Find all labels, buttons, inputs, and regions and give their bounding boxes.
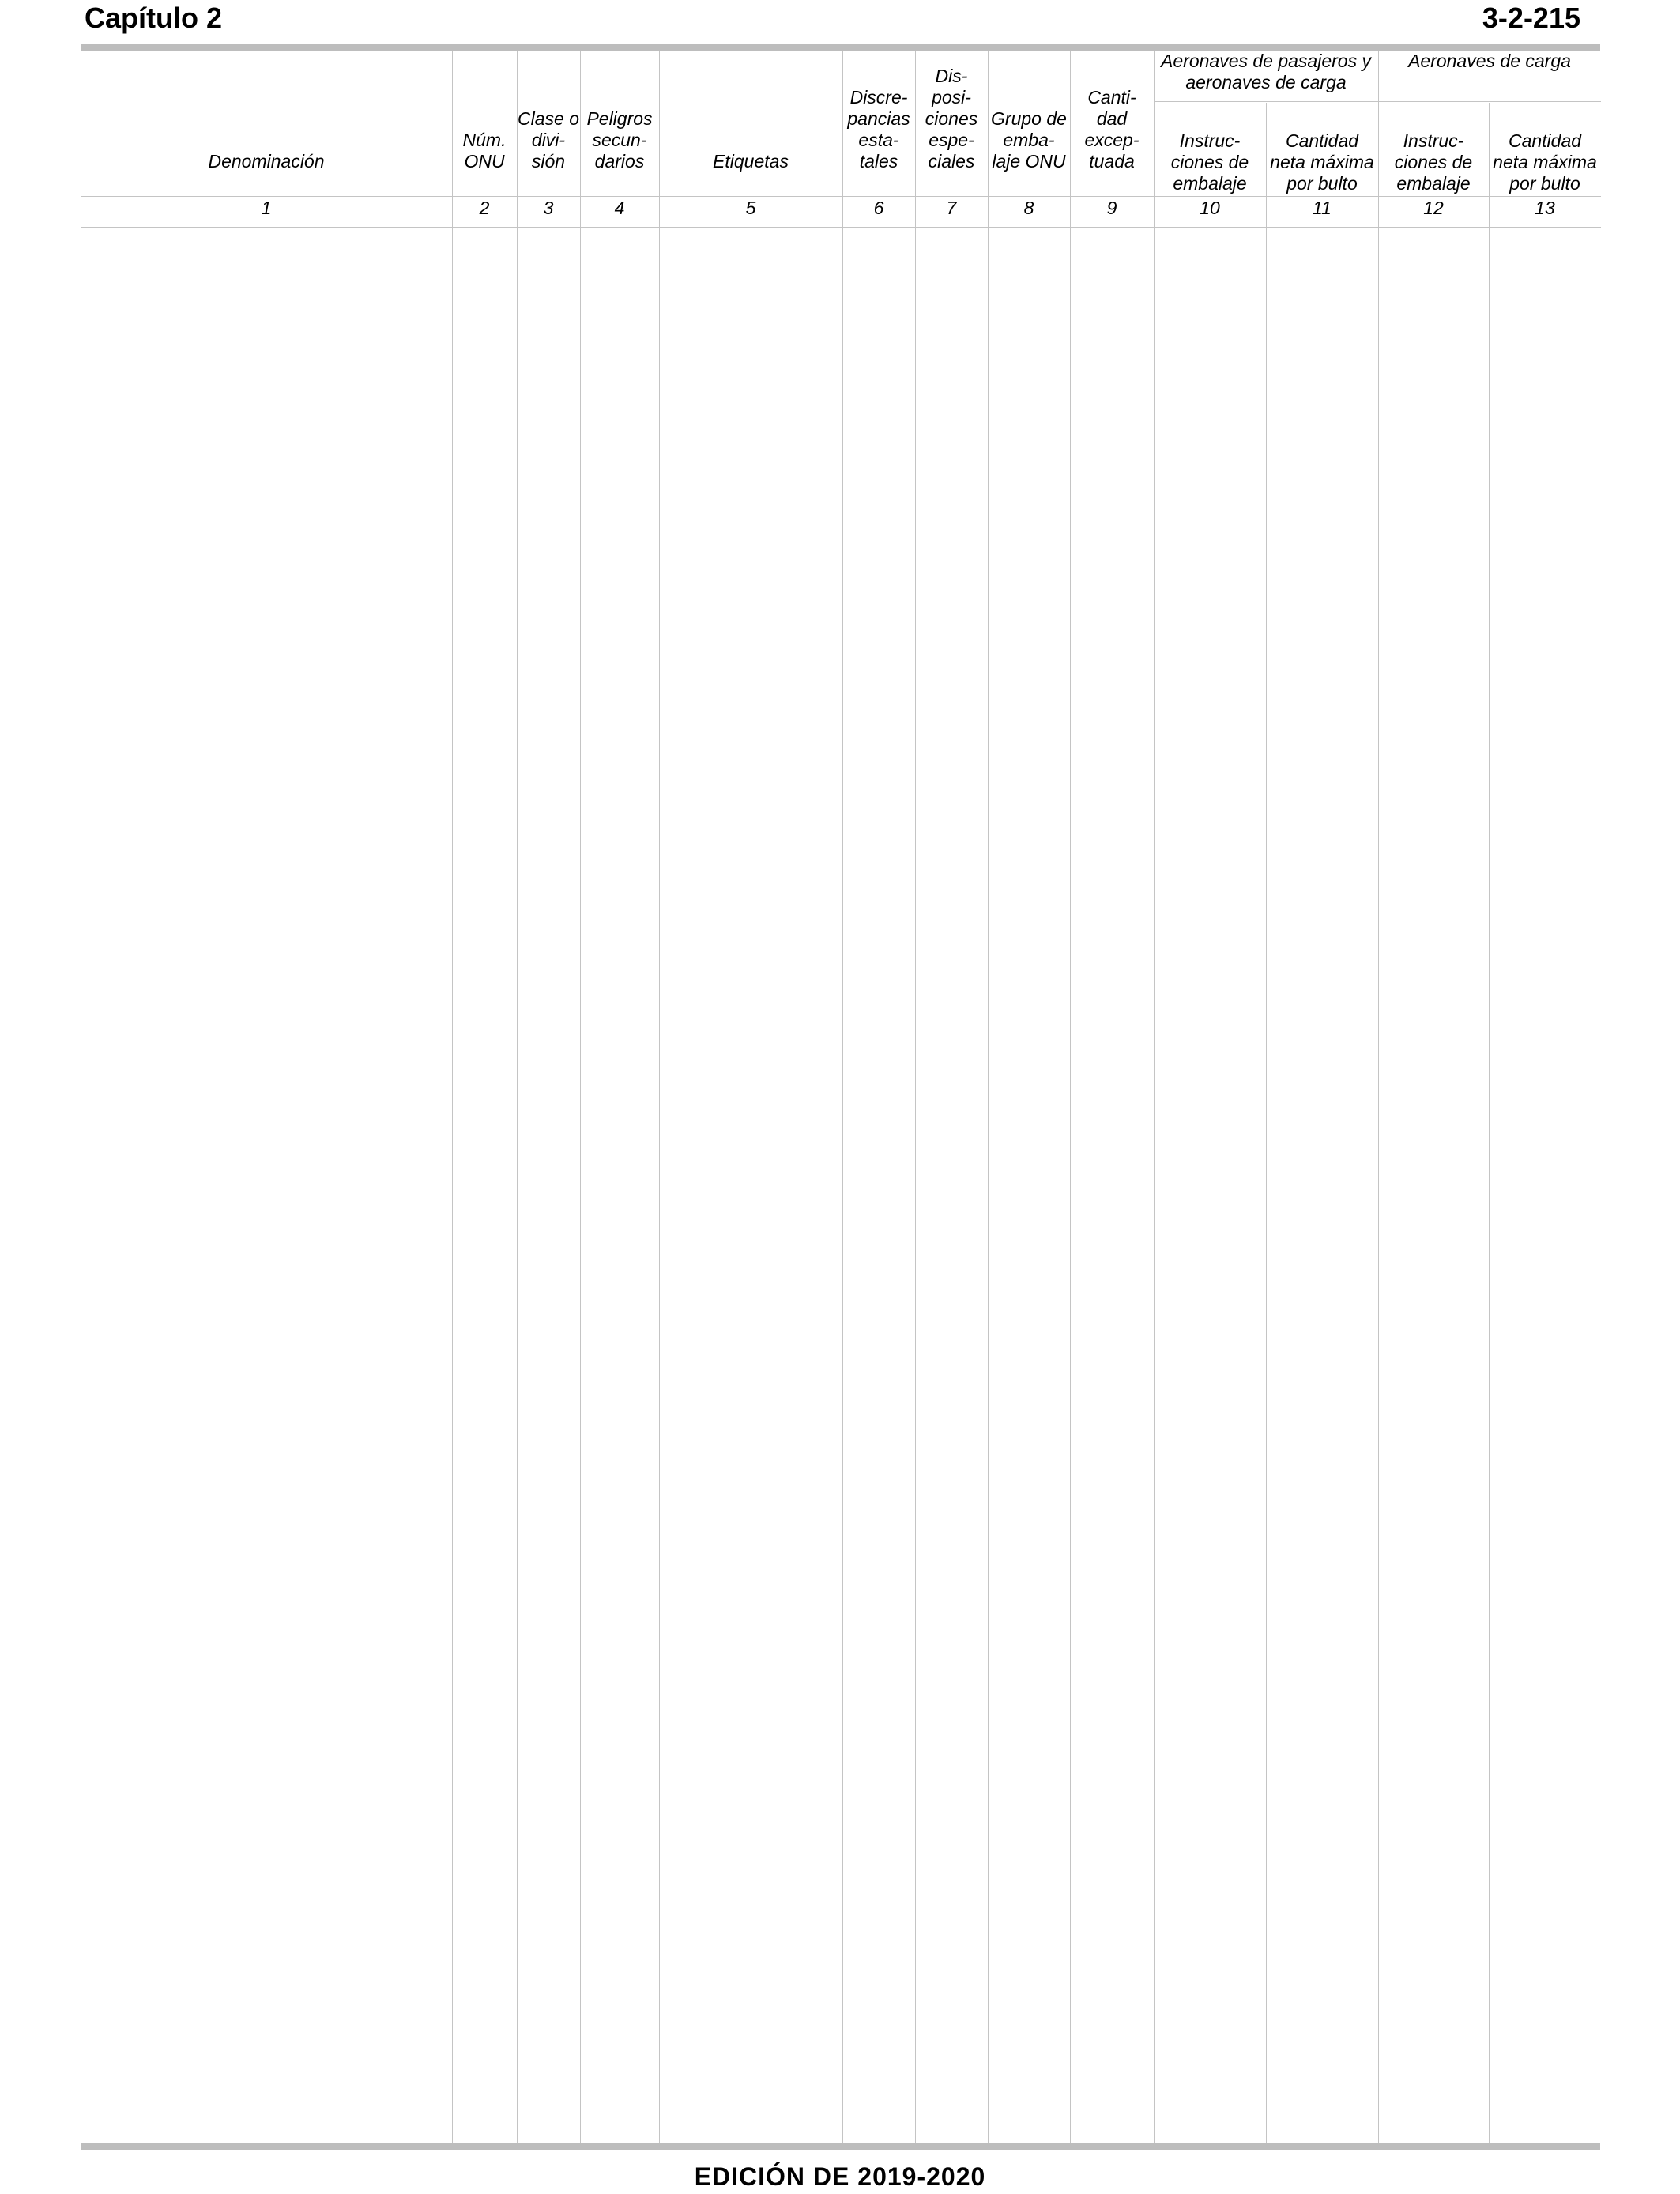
header-cantidad-c: Cantidad neta máxima por bulto [1493, 130, 1597, 194]
page-number: 3-2-215 [1482, 2, 1580, 34]
header-instrucciones-c: Instruc- ciones de embalaje [1394, 130, 1473, 194]
column-divider [915, 51, 916, 2143]
column-divider [1489, 103, 1490, 2143]
column-number: 9 [1106, 198, 1117, 218]
column-divider [659, 51, 660, 2143]
header-num-onu: Núm. ONU [462, 130, 507, 172]
page-header [85, 0, 1580, 43]
column-divider [580, 51, 581, 2143]
header-carga-group: Aeronaves de carga [1408, 51, 1571, 71]
header-rule [81, 196, 1601, 197]
column-number: 12 [1423, 198, 1444, 218]
column-number: 8 [1023, 198, 1034, 218]
header-pasajeros-group: Aeronaves de pasajeros y aeronaves de carga [1161, 51, 1371, 92]
header-grupo: Grupo de emba- laje ONU [991, 108, 1067, 172]
header-cantidad-p: Cantidad neta máxima por bulto [1270, 130, 1374, 194]
column-number: 7 [946, 198, 957, 218]
header-instrucciones-p: Instruc- ciones de embalaje [1170, 130, 1249, 194]
header-disposiciones: Dis- posi- ciones espe- ciales [925, 66, 978, 172]
column-number: 10 [1200, 198, 1220, 218]
column-divider [1266, 103, 1267, 2143]
column-number: 3 [543, 198, 554, 218]
column-divider [517, 51, 518, 2143]
edition-footer: EDICIÓN DE 2019-2020 [694, 2162, 986, 2191]
column-divider [1378, 51, 1379, 2143]
column-divider [988, 51, 989, 2143]
header-number-rule [81, 227, 1601, 228]
column-number: 1 [261, 198, 272, 218]
header-denominacion: Denominación [208, 151, 325, 172]
column-number: 6 [873, 198, 884, 218]
column-number: 2 [479, 198, 490, 218]
bottom-rule [81, 2143, 1600, 2150]
header-etiquetas: Etiquetas [713, 151, 789, 172]
column-divider [1070, 51, 1071, 2143]
header-discrepancias: Discre- pancias esta- tales [847, 87, 910, 172]
column-divider [1154, 51, 1155, 2143]
column-number: 4 [614, 198, 625, 218]
header-group-rule [1154, 101, 1601, 102]
chapter-title: Capítulo 2 [85, 2, 223, 34]
column-number: 11 [1313, 198, 1332, 218]
header-cantidad-exceptuada: Canti- dad excep- tuada [1084, 87, 1139, 172]
column-number: 5 [745, 198, 756, 218]
column-divider [842, 51, 843, 2143]
column-divider [452, 51, 453, 2143]
header-clase: Clase o divi- sión [518, 108, 579, 172]
header-peligros: Peligros secun- darios [586, 108, 653, 172]
column-number: 13 [1535, 198, 1555, 218]
